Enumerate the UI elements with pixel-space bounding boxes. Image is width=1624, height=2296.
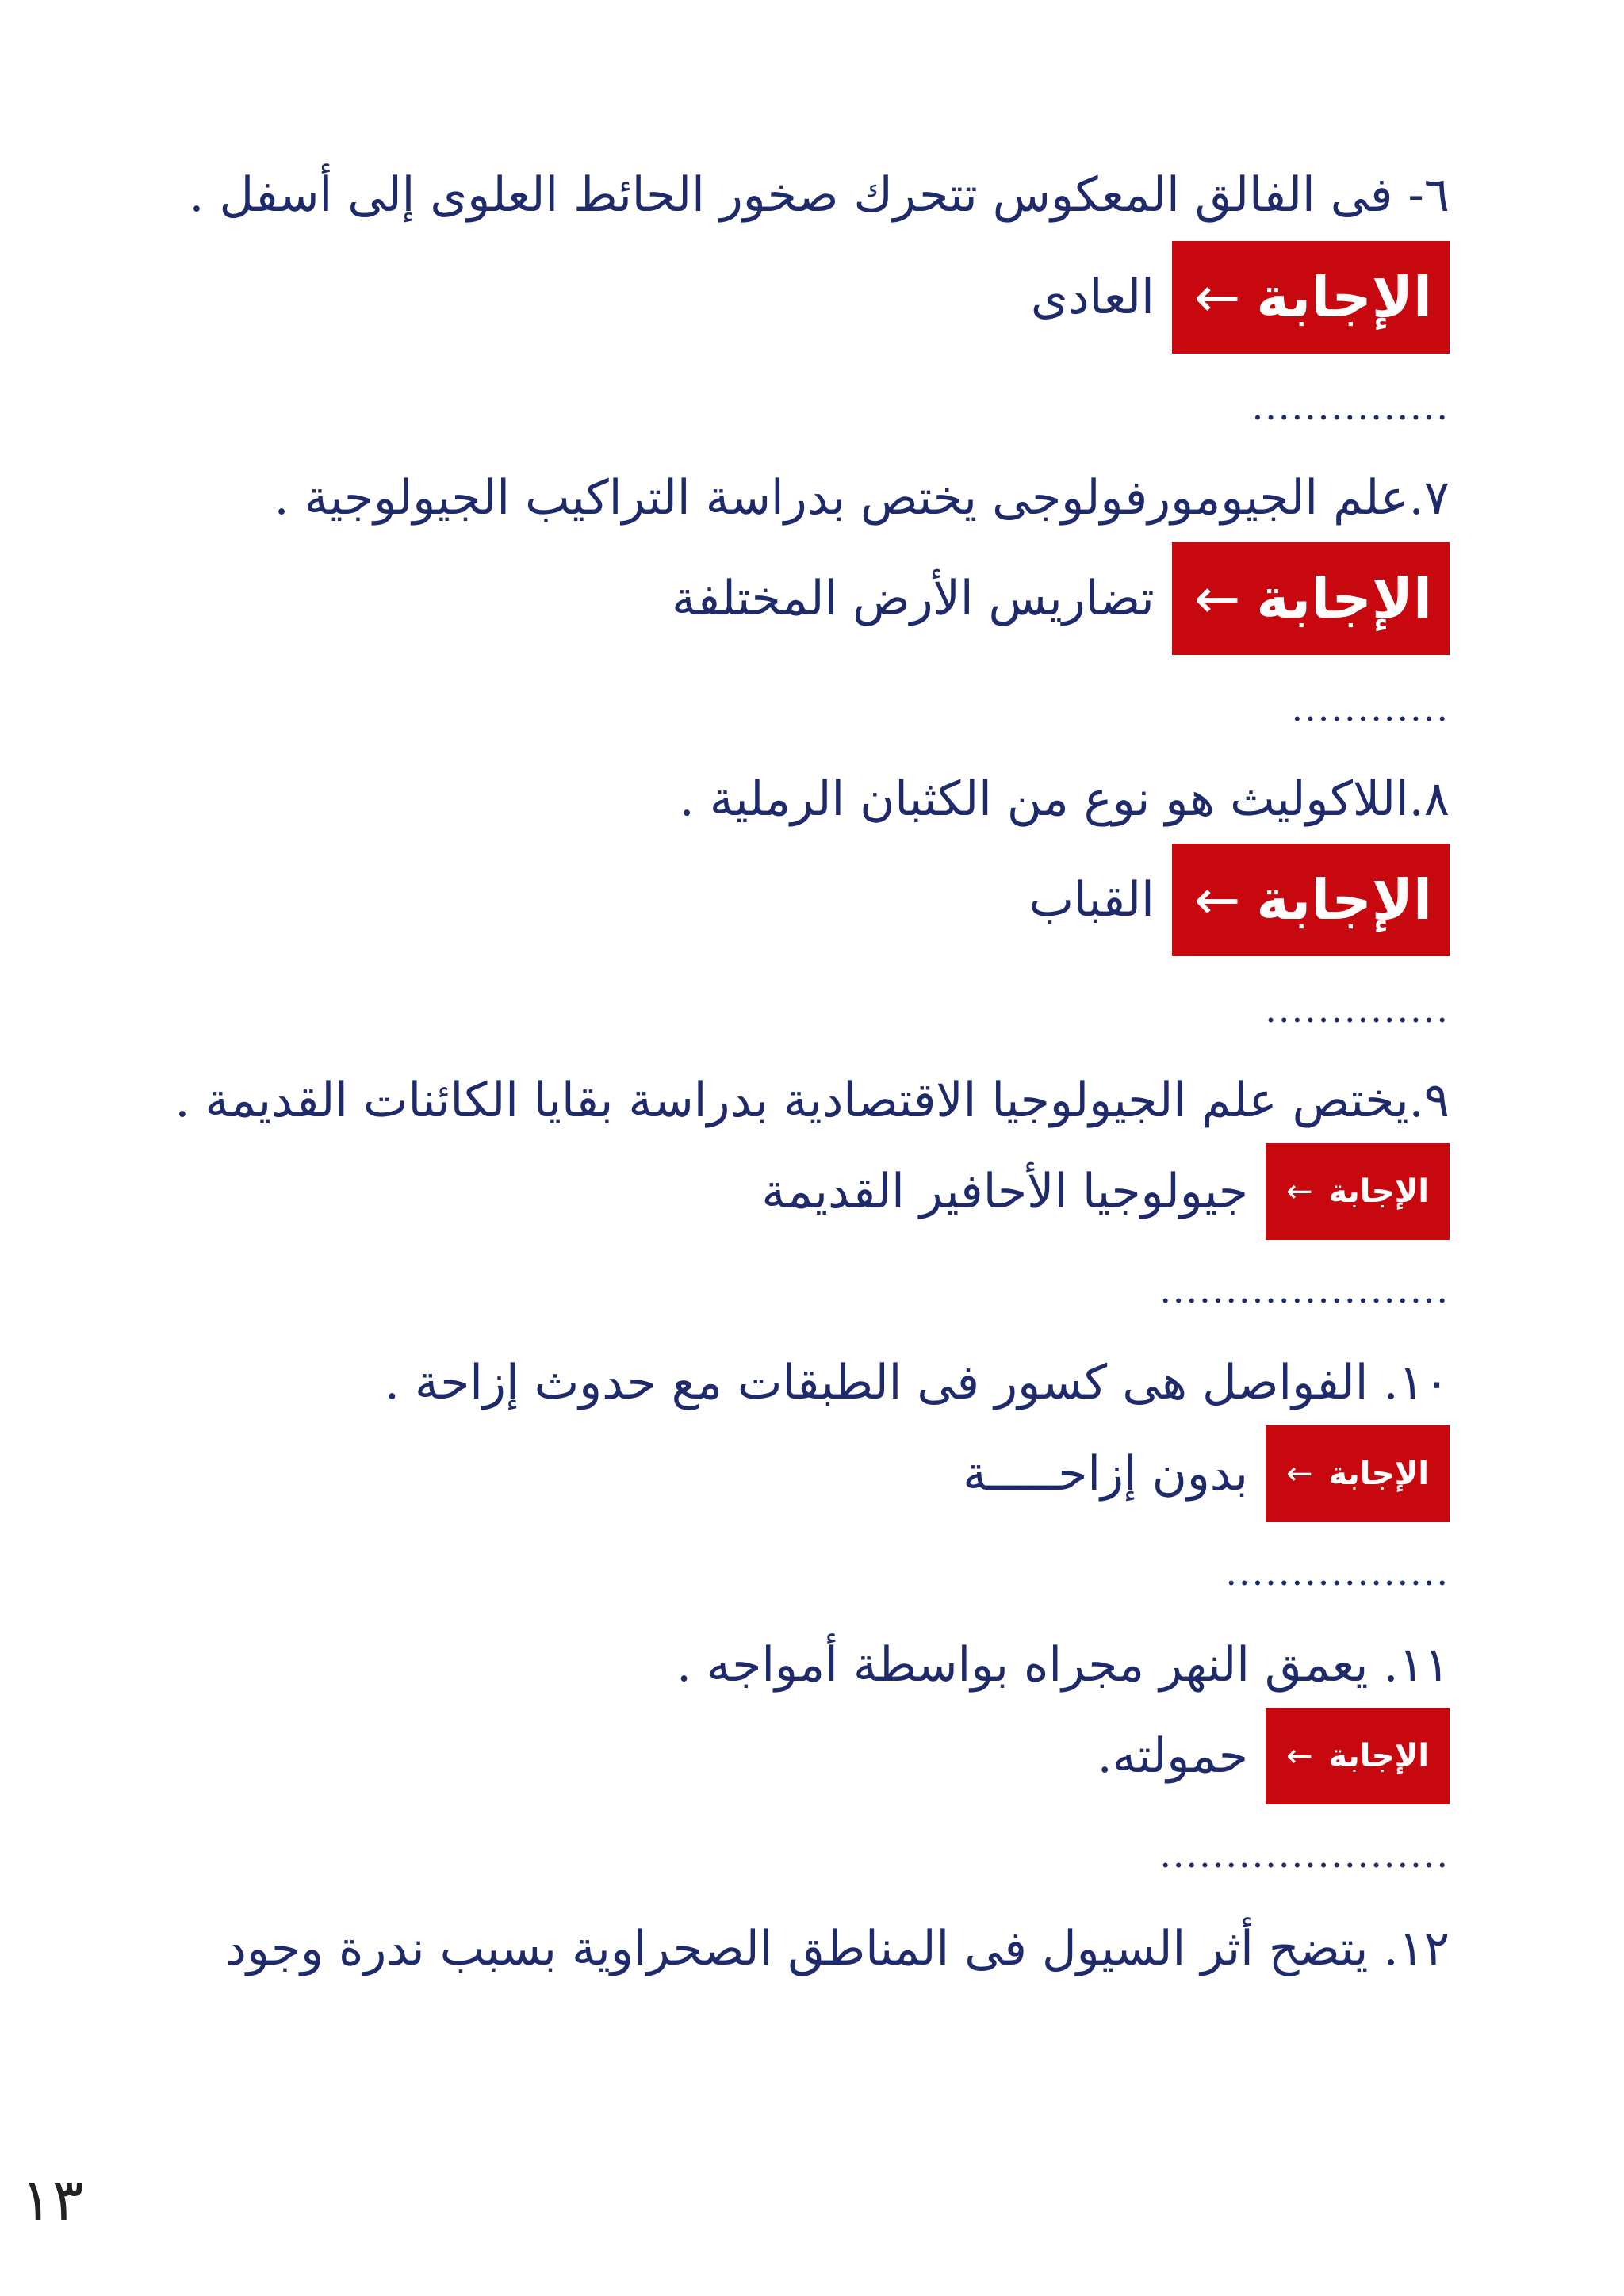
question-text: ٧.علم الجيومورفولوجى يختص بدراسة التراكيب الجيولوجية . <box>274 470 1450 526</box>
page-number: ١٣ <box>21 2166 84 2234</box>
dotted-separator: ............ <box>1291 687 1450 729</box>
answer-text: العادى <box>1030 270 1155 325</box>
answer-badge-label: الإجابة <box>1328 1738 1430 1774</box>
arrow-left-icon: ← <box>1193 566 1241 631</box>
answer-badge-label: الإجابة <box>1256 265 1432 330</box>
answer-text: بدون إزاحـــــة <box>963 1446 1248 1502</box>
question-block-9 <box>174 1069 1450 1310</box>
question-text: ٩.يختص علم الجيولوجيا الاقتصادية بدراسة بقايا الكائنات القديمة . <box>174 1073 1450 1128</box>
dotted-separator: ...................... <box>1159 1269 1450 1311</box>
answer-row <box>189 241 1450 354</box>
answer-badge <box>1172 844 1450 956</box>
arrow-left-icon: ← <box>1285 1738 1313 1774</box>
answer-badge <box>1172 241 1450 354</box>
answer-row <box>676 1708 1450 1804</box>
answer-text: تضاريس الأرض المختلفة <box>672 571 1155 626</box>
question-block-12 <box>225 1917 1450 1980</box>
question-text: ١٢. يتضح أثر السيول فى المناطق الصحراوية بسبب ندرة وجود <box>225 1921 1450 1976</box>
answer-badge <box>1172 542 1450 655</box>
arrow-left-icon: ← <box>1193 265 1241 330</box>
arrow-left-icon: ← <box>1285 1173 1313 1210</box>
answer-text: القباب <box>1028 872 1155 928</box>
answer-badge <box>1266 1425 1450 1522</box>
answer-badge-label: الإجابة <box>1328 1456 1430 1492</box>
question-block-10 <box>385 1351 1450 1592</box>
answer-badge-label: الإجابة <box>1328 1173 1430 1210</box>
arrow-left-icon: ← <box>1193 867 1241 932</box>
question-text: ١١. يعمق النهر مجراه بواسطة أمواجه . <box>676 1637 1450 1693</box>
question-text: ٨.اللاكوليث هو نوع من الكثبان الرملية . <box>679 771 1450 827</box>
question-text: ٦- فى الفالق المعكوس تتحرك صخور الحائط العلوى إلى أسفل . <box>189 167 1450 223</box>
answer-text: حمولته. <box>1097 1728 1248 1784</box>
answer-badge-label: الإجابة <box>1256 566 1432 631</box>
dotted-separator: ................. <box>1225 1551 1450 1594</box>
question-block-8 <box>680 767 1450 1029</box>
answer-badge <box>1266 1708 1450 1804</box>
answer-row <box>274 542 1450 655</box>
question-block-6 <box>189 163 1450 427</box>
answer-row <box>174 1143 1450 1240</box>
question-block-7 <box>274 466 1450 728</box>
answer-row <box>385 1425 1450 1522</box>
answer-text: جيولوجيا الأحافير القديمة <box>761 1164 1248 1219</box>
answer-badge-label: الإجابة <box>1256 867 1432 932</box>
dotted-separator: .............. <box>1265 988 1450 1031</box>
dotted-separator: ............... <box>1251 385 1450 428</box>
answer-row <box>680 844 1450 956</box>
question-text: ١٠. الفواصل هى كسور فى الطبقات مع حدوث إزاحة . <box>384 1355 1450 1410</box>
question-block-11 <box>676 1633 1450 1874</box>
answer-badge <box>1266 1143 1450 1240</box>
dotted-separator: ...................... <box>1159 1833 1450 1876</box>
arrow-left-icon: ← <box>1285 1456 1313 1492</box>
